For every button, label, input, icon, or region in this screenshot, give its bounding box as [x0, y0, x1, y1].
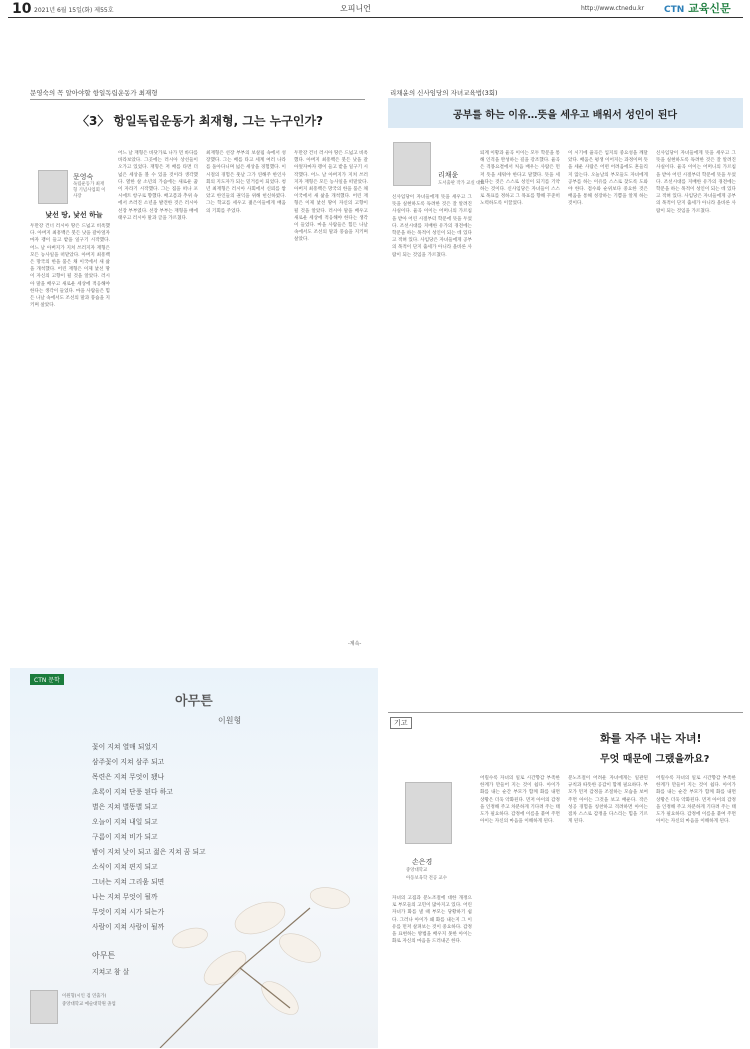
poem-line: 삼주꽃이 지쳐 삼주 되고 — [92, 758, 165, 766]
bottom-title: 화를 자주 내는 자녀! — [600, 732, 702, 745]
issue-date: 2021년 6월 15일(화) 제55호 — [34, 7, 114, 14]
poem-line: 별은 지쳐 별똥별 되고 — [92, 803, 158, 811]
left-end-mark: -계속- — [348, 641, 362, 647]
newspaper-logo — [664, 0, 731, 16]
right-column-3: 이 시기에 율곡은 입지의 중요성을 깨달았다. 배움은 평생 이어지는 과정이며 뜻을 세운 사람은 어떤 어려움에도 흔들리지 않는다. 오늘날의 부모들도 자녀에게 공부를 하는 이유를 스스로 찾도록 도와야 한다. 점수와 순위보다 중요한 것은 배움을 통해 성장하는 기쁨을 알게 하는 것이다. — [568, 151, 648, 207]
left-column-2: 어느 날 재형은 바닷가로 나가 먼 바다를 바라보았다. 그곳에는 러시아 상선들이 오가고 있었다. 재형은 저 배를 타면 더 넓은 세상을 볼 수 있을 것이라 생각했다. 열한 살 소년의 가슴에는 새로운 꿈이 자라기 시작했다. 그는 집을 떠나 포시에트 항구로 향했다. 배고픔과 추위 속에서 쓰러진 소년을 발견한 것은 러시아 선장 부부였다. 선장 부부는 재형을 배에 태우고 러시아 말과 글을 가르쳤다. — [118, 151, 198, 221]
poem-line: 소식이 지쳐 편지 되고 — [92, 863, 158, 871]
right-series: 리채윤의 신사임당의 자녀교육법(3회) — [390, 89, 498, 97]
left-column-3: 최재형은 선장 부부의 보살핌 속에서 성장했다. 그는 배를 타고 세계 여러 나라를 돌아다니며 넓은 세상을 경험했다. 이 시절의 경험은 훗날 그가 연해주 한인사회의 지도자가 되는 밑거름이 되었다. 청년 최재형은 러시아 사회에서 신뢰를 쌓았고 한인들의 권익을 위해 헌신하였다. 그는 학교를 세우고 젊은이들에게 배움의 기회를 주었다. — [206, 151, 286, 214]
left-subtitle: 낯선 땅, 낯선 하늘 — [45, 211, 103, 219]
left-author-name: 문영숙 — [73, 173, 94, 181]
right-author-photo — [393, 142, 431, 186]
poem-line: 그녀는 지쳐 그리움 되면 — [92, 878, 165, 886]
poem-line: 밤이 지쳐 낮이 되고 젊은 지쳐 꿈 되고 — [92, 848, 206, 856]
left-column-1: 두만강 건너 러시아 땅은 드넓고 비옥했다. 아버지 최흥백은 붓든 낫을 갈아엎자마자 괭이 들고 밭을 일구기 시작했다. 어느 날 아버지가 지쳐 쓰러지자 재형은 모든 농사일을 떠맡았다. 아버지 최흥백은 망국의 한을 품은 채 이국에서 새 삶을 개척했다. 어린 재형은 이제 낯선 땅이 자신의 고향이 될 것을 알았다. 러시아 말을 배우고 새로운 세상에 적응해야 한다는 생각이 들었다. 마을 사람들은 힘든 나날 속에서도 조선의 말과 풍습을 지키며 살았다. — [30, 224, 110, 309]
left-title: 〈3〉 항일독립운동가 최재형, 그는 누구인가? — [76, 114, 324, 128]
author-photo — [38, 170, 68, 204]
poem-author: 이원형 — [218, 716, 242, 725]
poem-line: 꽃이 지쳐 열매 되었지 — [92, 743, 158, 751]
poem-closing-line: 지쳐고 참 살 — [92, 968, 130, 976]
left-author-caption: 독립운동가 최재형 기념사업회 이사장 — [73, 182, 106, 199]
bottom-subtitle: 무엇 때문에 그랬을까요? — [600, 754, 710, 765]
poem-line: 목련은 지쳐 무엇이 됐나 — [92, 773, 165, 781]
right-title: 공부를 하는 이유…뜻을 세우고 배워서 성인이 된다 — [452, 110, 678, 121]
poem-closing-title: 아무튼 — [92, 951, 116, 960]
bottom-author-caption-1: 중앙대학교 — [406, 868, 428, 873]
bottom-column-2: 어릴수록 자녀의 일로 시간향감 부족한 한계가 만들어 지는 것이 쉽다. 아이가 화를 내는 순간 부모가 함께 화를 내면 상황은 더욱 악화된다. 먼저 아이의 감정을 인정해 주고 차분하게 기다려 주는 태도가 필요하다. 감정에 이름을 붙여 주면 아이는 자신의 마음을 이해하게 된다. — [480, 776, 560, 825]
left-series-rule — [30, 99, 365, 100]
right-author-name: 리채윤 — [438, 171, 459, 179]
poem-line: 초록이 지쳐 단풍 된다 하고 — [92, 788, 173, 796]
right-author-caption: 도서출판 작가 교실 대표 — [438, 181, 485, 186]
poem-line: 구름이 지쳐 비가 되고 — [92, 833, 158, 841]
poem-tag: CTN 문학 — [30, 674, 64, 685]
site-url[interactable]: http://www.ctnedu.kr — [581, 5, 645, 12]
poem-line: 사람이 지쳐 사람이 될까 — [92, 923, 165, 931]
bottom-rule — [388, 712, 743, 713]
bottom-tag: 기고 — [390, 717, 412, 729]
logo-name: 교육신문 — [688, 2, 731, 15]
right-column-4: 신사임당이 자녀들에게 뜻을 세우고 그 뜻을 실현하도록 독려한 것은 잘 알려진 사실이다. 율곡 이이는 어머니의 가르침을 받아 어린 시절부터 학문에 뜻을 두었다. 조선시대를 지배한 유가의 경전에는 학문을 하는 목적이 성인이 되는 데 있다고 적혀 있다. 사임당은 자녀들에게 공부의 목적이 단지 출세가 아니라 올바른 사람이 되는 것임을 가르쳤다. — [656, 151, 736, 214]
logo-ctn: CTN — [664, 5, 685, 15]
bottom-column-3: 분노조절이 어려운 자녀에게는 일관된 규칙과 따뜻한 공감이 함께 필요하다. 부모가 먼저 감정을 조절하는 모습을 보여 주면 아이는 그것을 보고 배운다. 작은 성공 경험을 칭찬하고 격려하면 아이는 점차 스스로 감정을 다스리는 힘을 기르게 된다. — [568, 776, 648, 825]
bottom-author-caption-2: 아동보육학 전공 교수 — [406, 876, 447, 881]
poet-caption-2: 중앙대학교 예술대학원 졸업 — [62, 1002, 116, 1007]
poem-line: 오늘이 지쳐 내일 되고 — [92, 818, 158, 826]
left-series: 문영숙의 꼭 알아야할 항일독립운동가 최재형 — [30, 89, 158, 97]
bottom-author-photo — [405, 782, 452, 844]
poem-title: 아무튼 — [175, 694, 213, 709]
poem-line: 나는 지쳐 무엇이 될까 — [92, 893, 158, 901]
poem-body — [92, 740, 352, 935]
poet-caption-1: 이원형(시인 겸 연출가) — [62, 994, 107, 999]
page-number: 10 — [12, 1, 32, 17]
right-column-1: 신사임당이 자녀들에게 뜻을 세우고 그 뜻을 실현하도록 독려한 것은 잘 알려진 사실이다. 율곡 이이는 어머니의 가르침을 받아 어린 시절부터 학문에 뜻을 두었다. 조선시대를 지배한 유가의 경전에는 학문을 하는 목적이 성인이 되는 데 있다고 적혀 있다. 사임당은 자녀들에게 공부의 목적이 단지 출세가 아니라 올바른 사람이 되는 것임을 가르쳤다. — [392, 195, 472, 258]
right-column-2: 퇴계 이황과 율곡 이이는 모두 학문을 통해 인격을 완성하는 길을 강조했다. 율곡은 격몽요결에서 처음 배우는 사람은 먼저 뜻을 세워야 한다고 말했다. 뜻을 세운다는 것은 스스로 성인이 되기를 기약하는 것이다. 신사임당은 자녀들이 스스로 목표를 정하고 그 목표를 향해 꾸준히 노력하도록 이끌었다. — [480, 151, 560, 207]
left-column-4: 두만강 건너 러시아 땅은 드넓고 비옥했다. 아버지 최흥백은 붓든 낫을 갈아엎자마자 괭이 들고 밭을 일구기 시작했다. 어느 날 아버지가 지쳐 쓰러지자 재형은 모든 농사일을 떠맡았다. 아버지 최흥백은 망국의 한을 품은 채 이국에서 새 삶을 개척했다. 어린 재형은 이제 낯선 땅이 자신의 고향이 될 것을 알았다. 러시아 말을 배우고 새로운 세상에 적응해야 한다는 생각이 들었다. 마을 사람들은 힘든 나날 속에서도 조선의 말과 풍습을 지키며 살았다. — [294, 151, 368, 243]
section-name: 오피니언 — [340, 4, 371, 13]
bottom-column-4: 어릴수록 자녀의 일로 시간향감 부족한 한계가 만들어 지는 것이 쉽다. 아이가 화를 내는 순간 부모가 함께 화를 내면 상황은 더욱 악화된다. 먼저 아이의 감정을 인정해 주고 차분하게 기다려 주는 태도가 필요하다. 감정에 이름을 붙여 주면 아이는 자신의 마음을 이해하게 된다. — [656, 776, 736, 825]
poem-line: 무엇이 지쳐 시가 되는가 — [92, 908, 165, 916]
header-rule — [8, 17, 743, 18]
bottom-column-1: 자녀의 고집과 분노조절에 대한 개정으로 부모들의 고민이 많아지고 있다. 어린 자녀가 화를 낼 때 부모는 당황하기 쉽다. 그러나 아이가 왜 화를 내는지 그 이유를 먼저 살펴보는 것이 중요하다. 감정을 표현하는 방법을 배우지 못한 아이는 화로 자신의 마음을 드러내곤 한다. — [392, 896, 472, 945]
bottom-author-name: 손은경 — [412, 858, 433, 866]
poet-photo — [30, 990, 58, 1024]
